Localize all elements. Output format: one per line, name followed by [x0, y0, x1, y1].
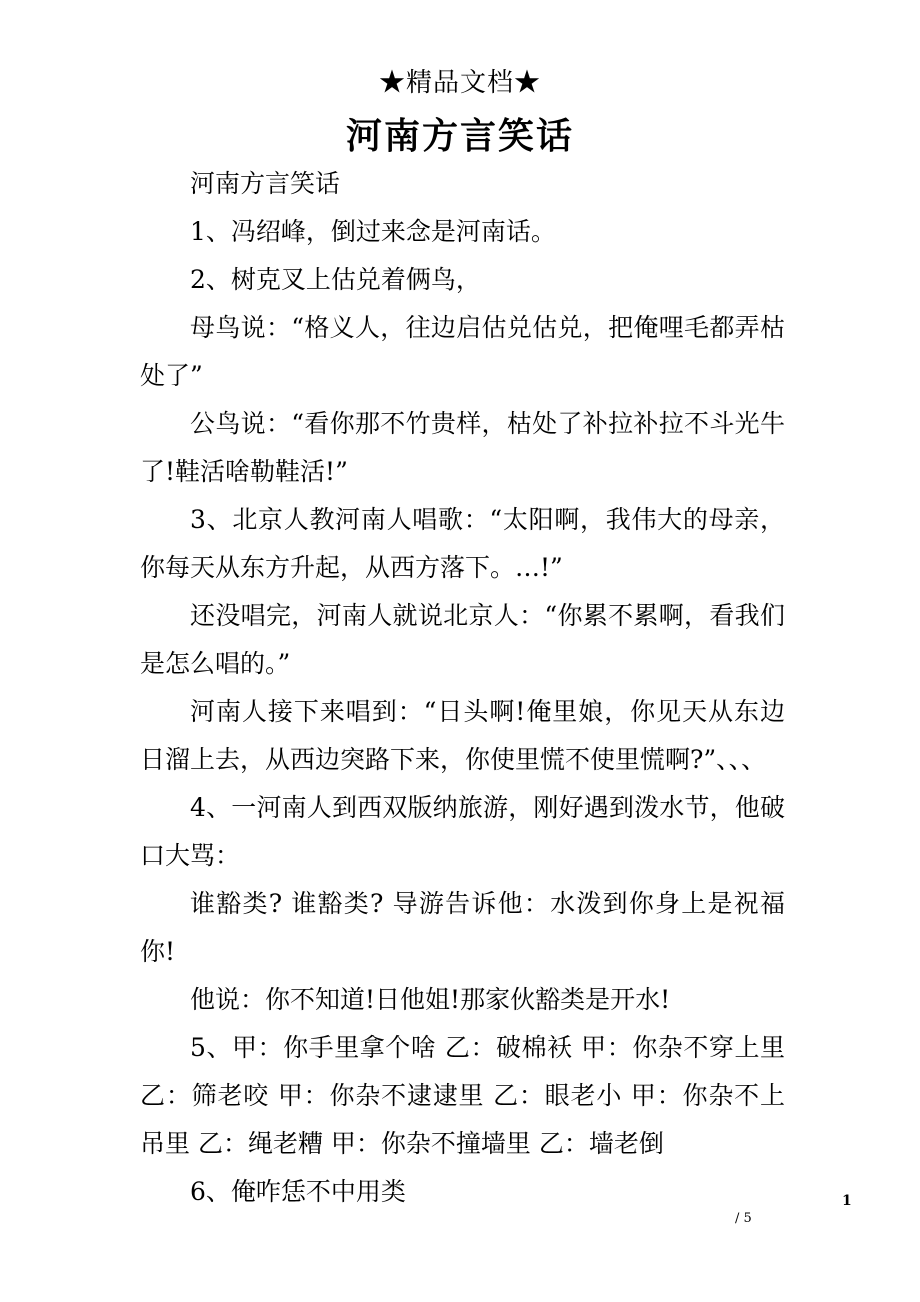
paragraph: 3、北京人教河南人唱歌：“太阳啊，我伟大的母亲，你每天从东方升起，从西方落下。…!” — [140, 505, 785, 582]
paragraph: 谁豁类? 谁豁类? 导游告诉他：水泼到你身上是祝福你! — [140, 889, 785, 966]
paragraph: 4、一河南人到西双版纳旅游，刚好遇到泼水节，他破口大骂： — [140, 793, 785, 870]
paragraph: 2、树克叉上估兑着俩鸟， — [190, 265, 481, 294]
paragraph: 5、甲：你手里拿个啥 乙：破棉袄 甲：你杂不穿上里 乙：筛老咬 甲：你杂不逮逮里 乙：眼老小 甲：你杂不上吊里 乙：绳老糟 甲：你杂不撞墙里 乙：墙老倒 — [140, 1033, 785, 1158]
paragraph: 母鸟说：“格义人，往边启估兑估兑，把俺哩毛都弄枯处了” — [140, 313, 785, 390]
paragraph: 公鸟说：“看你那不竹贵样，枯处了补拉补拉不斗光牛了!鞋活啥勒鞋活!” — [140, 409, 785, 486]
paragraph: 河南方言笑话 — [190, 169, 341, 198]
page-total: / 5 — [735, 1211, 752, 1226]
document-body — [140, 160, 785, 1216]
paragraph: 河南人接下来唱到：“日头啊!俺里娘，你见天从东边日溜上去，从西边突路下来，你使里慌不使里慌啊?”、、、 — [140, 697, 785, 774]
document-title: 河南方言笑话 — [345, 115, 574, 157]
paragraph: 6、俺咋恁不中用类 — [190, 1177, 406, 1206]
page-number: 1 — [842, 1193, 852, 1209]
paragraph: 他说：你不知道!日他姐!那家伙豁类是开水! — [190, 985, 671, 1014]
paragraph: 还没唱完，河南人就说北京人：“你累不累啊，看我们是怎么唱的。” — [140, 601, 785, 678]
paragraph: 1、冯绍峰，倒过来念是河南话。 — [190, 217, 556, 246]
header-mark: ★精品文档★ — [378, 68, 541, 98]
